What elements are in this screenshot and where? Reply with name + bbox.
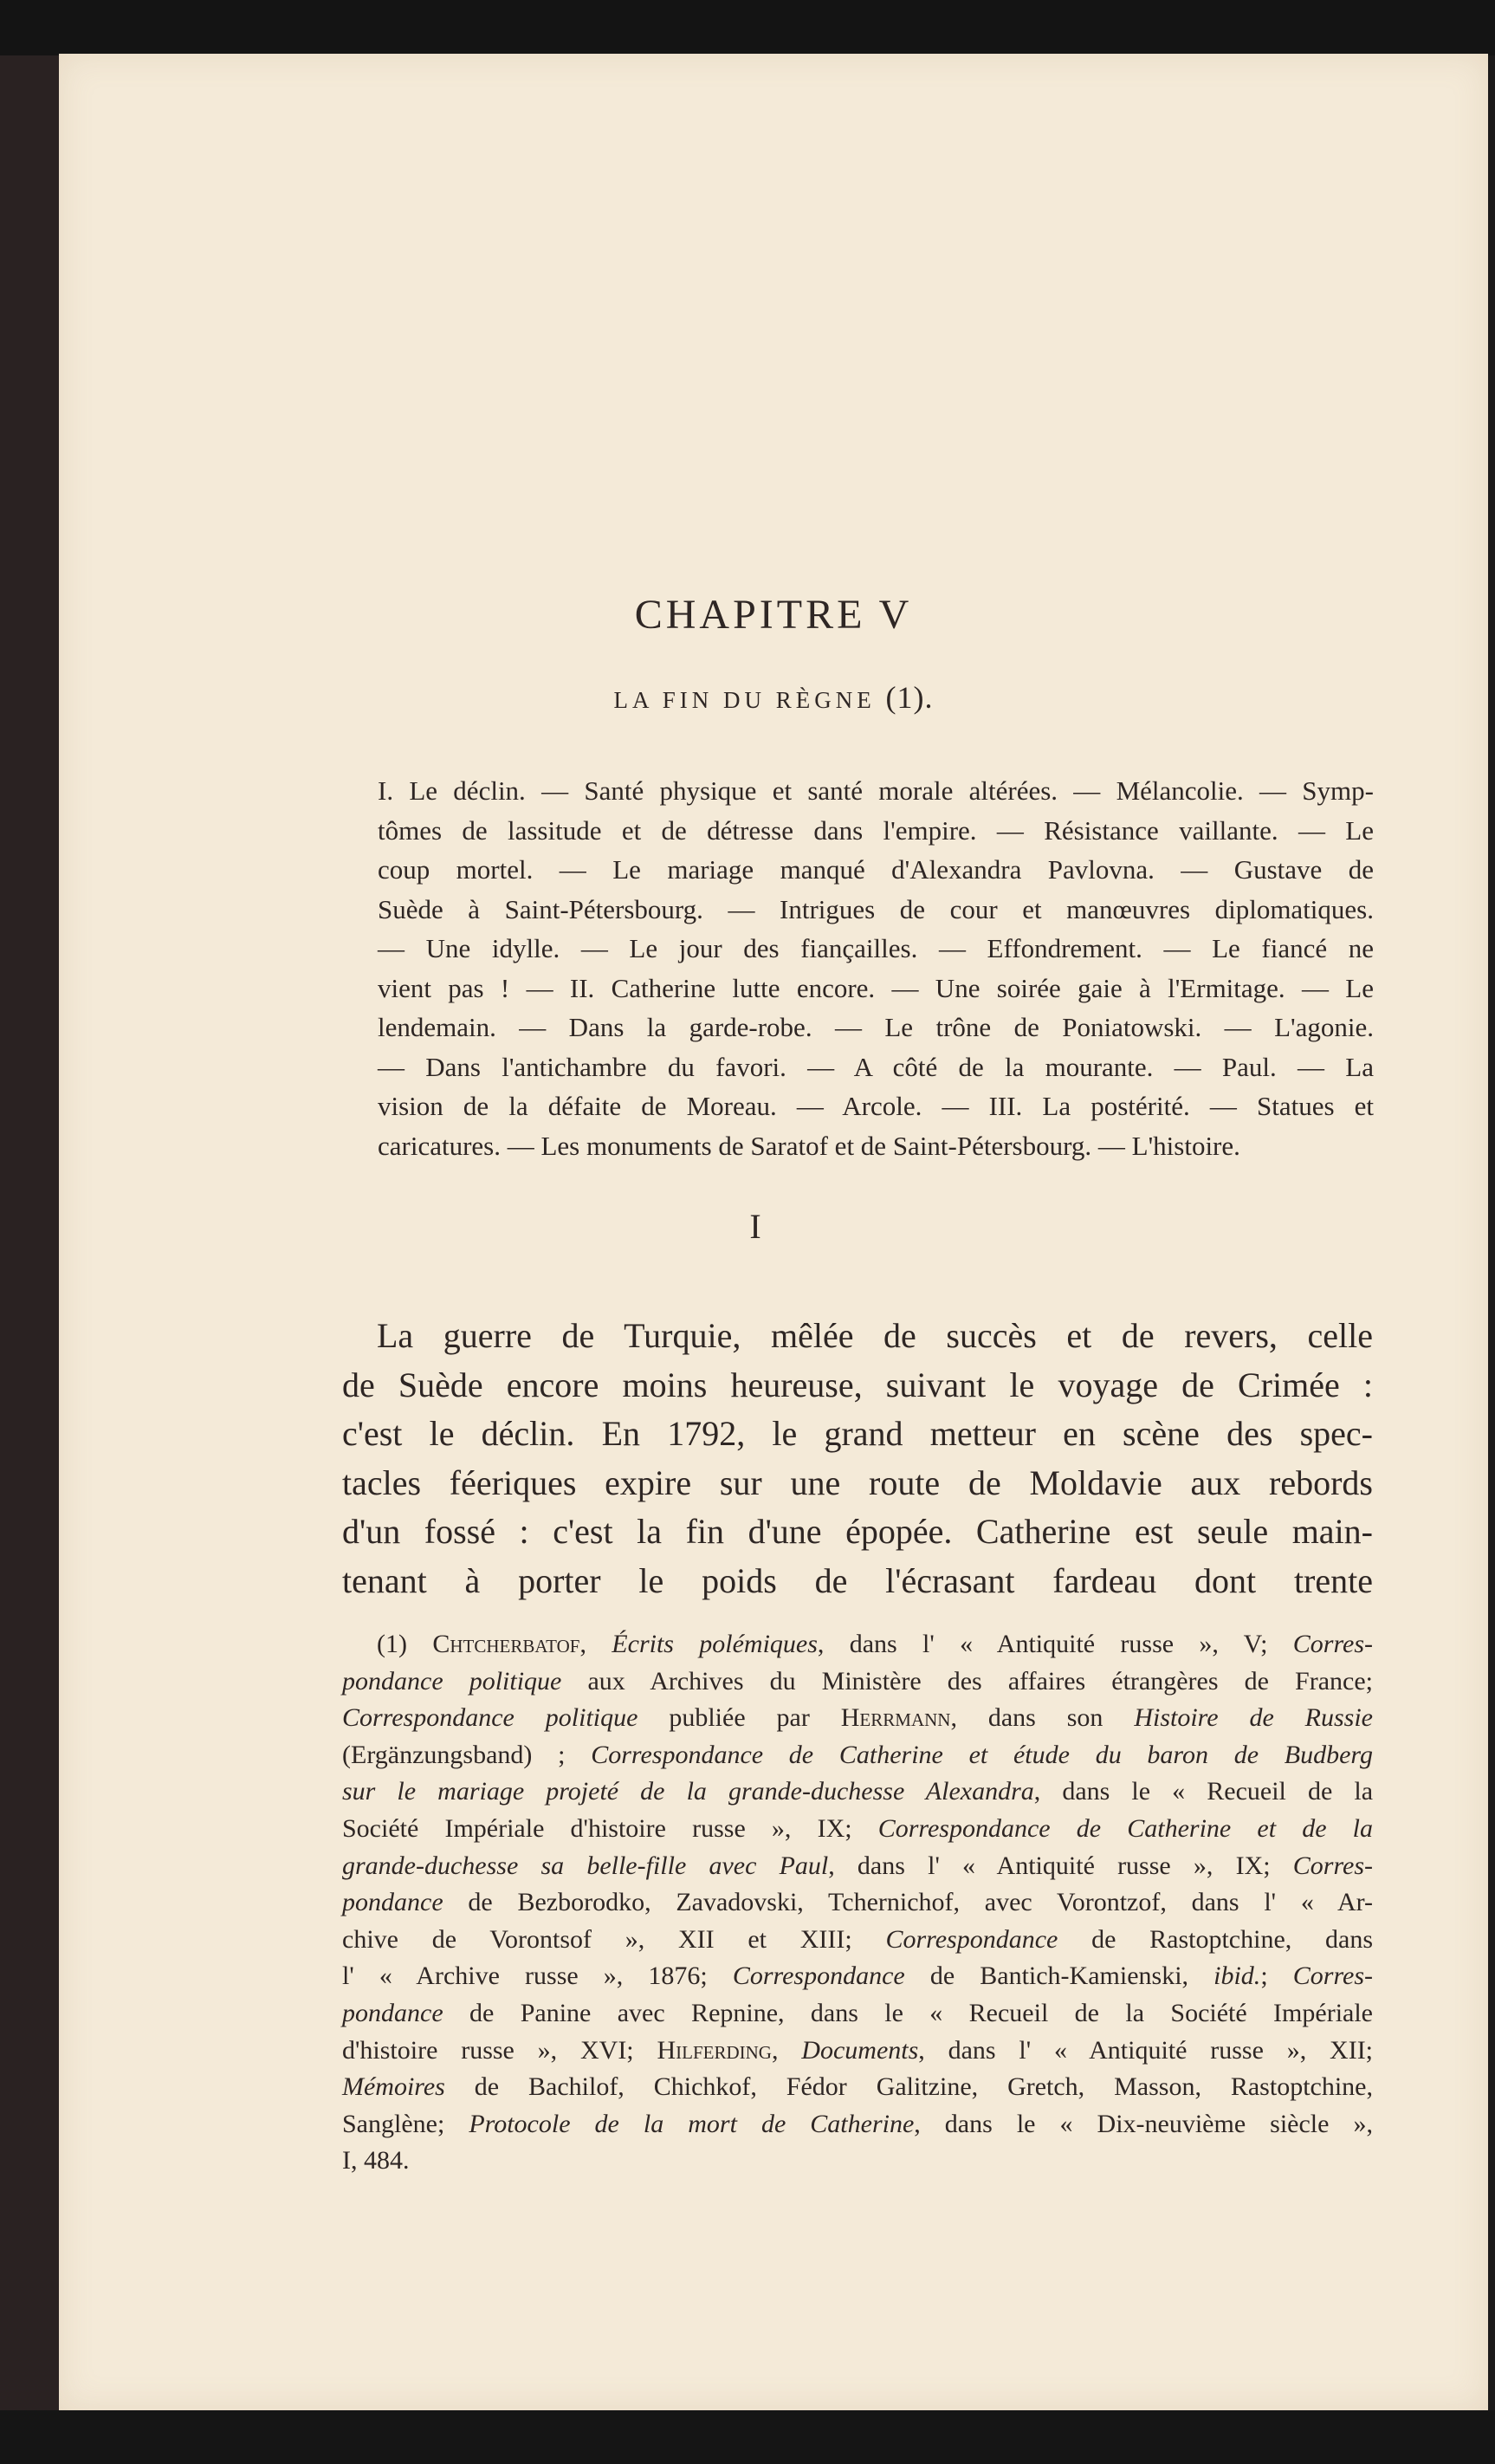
footnote-line xyxy=(342,2106,1373,2143)
footnote-text: aux Archives du Ministère des affaires étrangères de France; xyxy=(561,1666,1373,1696)
body-line: d'un fossé : c'est la fin d'une épopée. Catherine est seule main- xyxy=(342,1512,1373,1551)
footnote-text: , dans l' « Antiquité russe », IX; xyxy=(828,1851,1293,1880)
chapter-subtitle-text: LA FIN DU RÈGNE xyxy=(613,687,876,713)
italic-title: ibid. xyxy=(1213,1961,1261,1991)
footnote-line xyxy=(342,1700,1373,1737)
footnote-text: de Rastoptchine, dans xyxy=(1058,1924,1373,1954)
footnote-line xyxy=(342,2069,1373,2106)
footnote-text: , xyxy=(579,1630,612,1658)
footnote-line xyxy=(342,2033,1373,2070)
footnote-line xyxy=(342,1922,1373,1959)
footnote-text: Société Impériale d'histoire russe », IX; xyxy=(342,1813,878,1843)
italic-title: Corres- xyxy=(1292,1630,1373,1658)
summary-line: vient pas ! — II. Catherine lutte encore. — Une soirée gaie à l'Ermitage. — Le xyxy=(378,972,1374,1003)
summary-line: tômes de lassitude et de détresse dans l'empire. — Résistance vaillante. — Le xyxy=(378,814,1374,846)
italic-title: Histoire de Russie xyxy=(1134,1703,1373,1733)
italic-title: Correspondance de Catherine et de la xyxy=(877,1813,1373,1843)
scan-top-border xyxy=(0,0,1495,55)
scan-left-border xyxy=(0,55,59,2464)
footnote-text: (1) xyxy=(377,1630,433,1658)
section-number: I xyxy=(749,1207,761,1246)
summary-line: vision de la défaite de Moreau. — Arcole. — III. La postérité. — Statues et xyxy=(378,1091,1374,1121)
footnote-line xyxy=(342,1773,1373,1811)
summary-line: — Dans l'antichambre du favori. — A côté de la mourante. — Paul. — La xyxy=(378,1051,1374,1082)
body-line: c'est le déclin. En 1792, le grand metteur en scène des spec- xyxy=(342,1414,1373,1453)
footnote-text: , dans le « Dix-neuvième siècle », xyxy=(914,2109,1373,2138)
footnote-text: I, 484. xyxy=(342,2146,410,2175)
author-name: Hilferding xyxy=(657,2035,772,2065)
footnote-line xyxy=(342,1663,1373,1701)
italic-title: Correspondance xyxy=(885,1924,1058,1954)
footnote-reference: (1). xyxy=(885,680,934,715)
footnote-text: publiée par xyxy=(637,1703,841,1733)
author-name: Chtcherbatof xyxy=(432,1630,580,1658)
footnote-text: de Bantich-Kamienski, xyxy=(904,1961,1214,1991)
italic-title: pondance xyxy=(342,1888,443,1917)
italic-title: Correspondance de Catherine et étude du baron de Budberg xyxy=(591,1740,1373,1769)
chapter-title: CHAPITRE V xyxy=(634,592,913,638)
italic-title: pondance politique xyxy=(342,1666,562,1696)
footnote-text: chive de Vorontsof », XII et XIII; xyxy=(342,1924,886,1954)
italic-title: Correspondance xyxy=(732,1961,905,1991)
body-line: tacles féeriques expire sur une route de Moldavie aux rebords xyxy=(342,1462,1373,1502)
summary-line: I. Le déclin. — Santé physique et santé morale altérées. — Mélancolie. — Symp- xyxy=(378,775,1374,806)
footnote-text: de Bachilof, Chichkof, Fédor Galitzine, Gretch, Masson, Rastoptchine, xyxy=(444,2072,1373,2102)
summary-line: Suède à Saint-Pétersbourg. — Intrigues de cour et manœuvres diplomatiques. xyxy=(378,893,1374,924)
footnote-text: ; xyxy=(1260,1961,1293,1991)
body-line: de Suède encore moins heureuse, suivant le voyage de Crimée : xyxy=(342,1365,1373,1404)
footnote-line xyxy=(342,1958,1373,1995)
summary-line: coup mortel. — Le mariage manqué d'Alexandra Pavlovna. — Gustave de xyxy=(378,854,1374,885)
italic-title: Écrits polémiques xyxy=(612,1630,818,1658)
footnote-text: (Ergänzungsband) ; xyxy=(342,1740,592,1769)
footnote-text: de Panine avec Repnine, dans le « Recueil de la Société Impériale xyxy=(443,1998,1373,2027)
footnote-text: l' « Archive russe », 1876; xyxy=(342,1961,733,1991)
footnote-text: , dans l' « Antiquité russe », XII; xyxy=(918,2035,1374,2065)
body-line: tenant à porter le poids de l'écrasant fardeau dont trente xyxy=(342,1560,1373,1600)
italic-title: grande-duchesse sa belle-fille avec Paul xyxy=(342,1851,829,1880)
italic-title: Documents xyxy=(801,2035,919,2065)
footnote-text: , dans le « Recueil de la xyxy=(1033,1777,1374,1806)
footnote-line xyxy=(342,1884,1373,1922)
footnote-line xyxy=(342,1848,1373,1885)
italic-title: Corres- xyxy=(1292,1961,1373,1991)
footnote-line xyxy=(342,1626,1373,1663)
body-text xyxy=(342,1312,1373,1605)
body-line: La guerre de Turquie, mêlée de succès et de revers, celle xyxy=(377,1316,1373,1355)
footnote-line xyxy=(342,1811,1373,1848)
summary-line: lendemain. — Dans la garde-robe. — Le trône de Poniatowski. — L'agonie. xyxy=(378,1012,1374,1042)
footnote-line xyxy=(342,1737,1373,1774)
summary-line: caricatures. — Les monuments de Saratof et de Saint-Pétersbourg. — L'histoire. xyxy=(378,1130,1240,1161)
summary-line: — Une idylle. — Le jour des fiançailles. — Effondrement. — Le fiancé ne xyxy=(378,933,1374,963)
footnote xyxy=(342,1626,1373,2180)
footnote-text: Sanglène; xyxy=(342,2109,469,2138)
footnote-text: de Bezborodko, Zavadovski, Tchernichof, avec Vorontzof, dans l' « Ar- xyxy=(443,1888,1373,1917)
italic-title: Correspondance politique xyxy=(342,1703,638,1733)
footnote-text: d'histoire russe », XVI; xyxy=(342,2035,657,2065)
italic-title: Mémoires xyxy=(342,2072,445,2102)
footnote-line xyxy=(342,1995,1373,2033)
book-page xyxy=(59,54,1488,2410)
footnote-line xyxy=(342,2143,1373,2180)
scan-bottom-border xyxy=(0,2410,1495,2464)
footnote-text: , xyxy=(771,2035,802,2065)
author-name: Herrmann xyxy=(840,1703,951,1733)
chapter-subtitle xyxy=(59,679,1488,716)
footnote-text: , dans son xyxy=(950,1703,1135,1733)
italic-title: sur le mariage projeté de la grande-duchesse Alexandra xyxy=(342,1777,1034,1806)
italic-title: Corres- xyxy=(1292,1851,1373,1880)
chapter-summary xyxy=(378,771,1374,1165)
italic-title: pondance xyxy=(342,1998,443,2027)
italic-title: Protocole de la mort de Catherine xyxy=(469,2109,915,2138)
footnote-text: , dans l' « Antiquité russe », V; xyxy=(817,1630,1293,1658)
